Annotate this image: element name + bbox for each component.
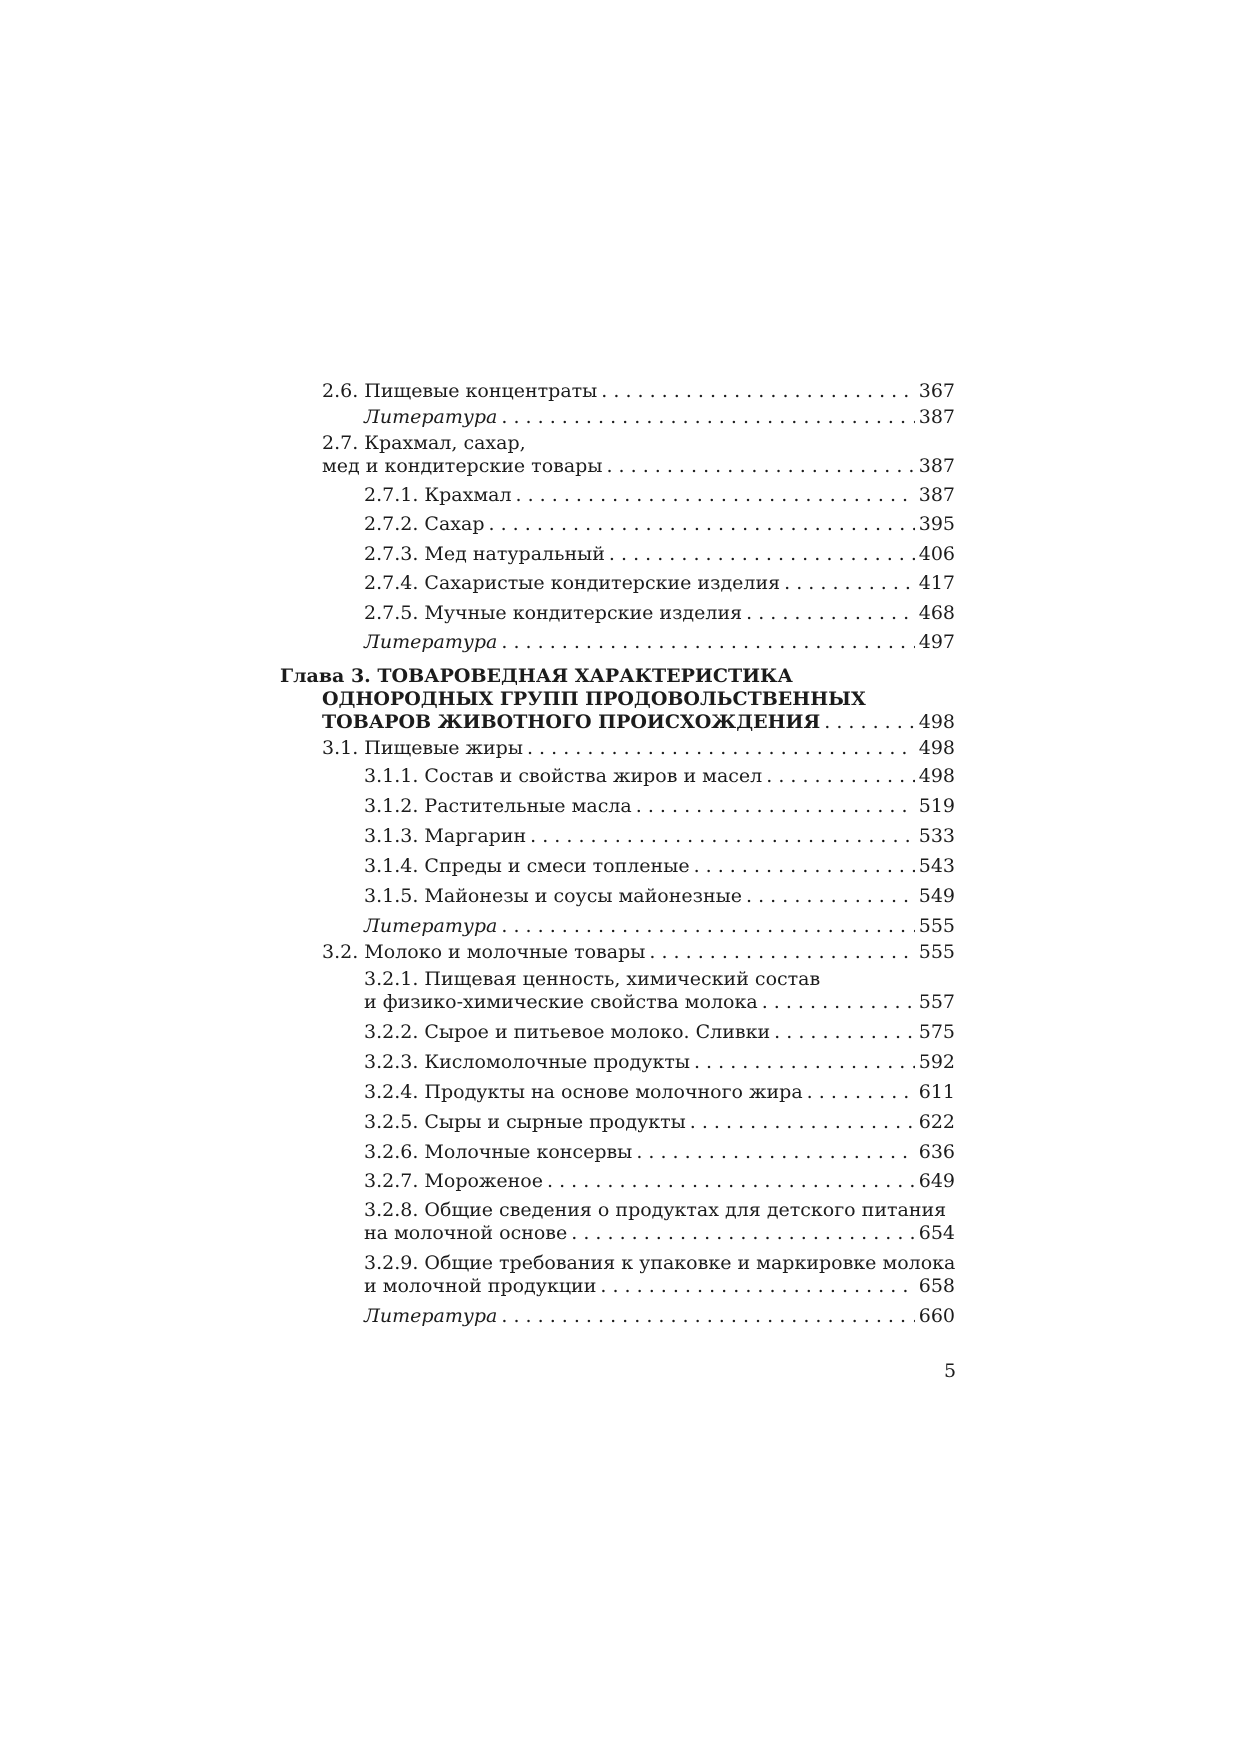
toc-entry-3-2-3 [364,1050,955,1074]
chapter-3-entry [322,710,955,734]
toc-entry-title: 3.1.5. Майонезы и соусы майонезные [364,885,743,907]
dot-leader [530,824,915,848]
toc-entry-2-7-3 [364,542,955,566]
dot-leader [762,990,915,1014]
chapter-label: Глава 3. [280,665,371,687]
toc-entry-3-2-4 [364,1080,955,1104]
toc-entry-title: 2.7.2. Сахар [364,513,485,535]
toc-entry-3-1-4 [364,854,955,878]
toc-entry-page: 498 [918,711,955,733]
toc-entry-title: 3.1. Пищевые жиры [322,737,523,759]
toc-entry-page: 658 [918,1275,955,1297]
dot-leader [807,1080,915,1104]
toc-entry-3-2-2 [364,1020,955,1044]
toc-entry-title: 2.7.5. Мучные кондитерские изделия [364,602,743,624]
dot-leader [774,1020,915,1044]
toc-entry-3-2-1 [364,990,955,1014]
toc-entry-title: 3.2.7. Мороженое [364,1170,543,1192]
toc-entry-page: 636 [918,1141,955,1163]
toc-entry-2-7-5 [364,601,955,625]
toc-entry-page: 622 [918,1111,955,1133]
toc-entry-page: 497 [918,631,955,653]
dot-leader [824,710,914,734]
toc-entry-title: 3.2.6. Молочные консервы [364,1141,633,1163]
toc-entry-3-2-7 [364,1169,955,1193]
toc-entry-3-2-6 [364,1140,955,1164]
toc-entry-page: 533 [918,825,955,847]
toc-entry-3-2-5 [364,1110,955,1134]
toc-entry-literature-3-1 [364,914,955,938]
toc-entry-title: Литература [364,631,498,653]
chapter-title-line2: ОДНОРОДНЫХ ГРУПП ПРОДОВОЛЬСТВЕННЫХ [322,688,866,710]
toc-entry-title: 2.7.3. Мед натуральный [364,543,605,565]
page-number: 5 [944,1360,957,1382]
toc-entry-3-1-1 [364,764,955,788]
dot-leader [746,884,915,908]
toc-entry-literature-2-7 [364,630,955,654]
toc-entry-2-7-1 [364,483,955,507]
chapter-title-line1: ТОВАРОВЕДНАЯ ХАРАКТЕРИСТИКА [377,665,793,687]
dot-leader [606,454,914,478]
dot-leader [784,571,915,595]
dot-leader [636,1140,914,1164]
toc-entry-title: Литература [364,915,498,937]
toc-entry-title: 3.2.2. Сырое и питьевое молоко. Сливки [364,1021,771,1043]
toc-entry-3-1-2 [364,794,955,818]
dot-leader [694,854,915,878]
chapter-title-line3: ТОВАРОВ ЖИВОТНОГО ПРОИСХОЖДЕНИЯ [322,711,821,733]
toc-entry-3-1 [322,736,955,760]
toc-entry-page: 387 [918,455,955,477]
dot-leader [601,379,914,403]
toc-entry-2-7-line1: 2.7. Крахмал, сахар, [322,432,526,454]
toc-entry-title: и молочной продукции [364,1275,597,1297]
toc-entry-page: 417 [918,572,955,594]
toc-entry-page: 549 [918,885,955,907]
toc-entry-title: 3.1.3. Маргарин [364,825,527,847]
dot-leader [609,542,915,566]
dot-leader [690,1110,915,1134]
toc-entry-title: на молочной основе [364,1222,568,1244]
toc-entry-title: 3.1.2. Растительные масла [364,795,632,817]
toc-entry-page: 654 [918,1222,955,1244]
toc-entry-title: Литература [364,1305,498,1327]
dot-leader [501,630,914,654]
dot-leader [694,1050,915,1074]
toc-entry-page: 519 [918,795,955,817]
dot-leader [501,1304,914,1328]
dot-leader [649,940,914,964]
toc-entry-page: 387 [918,484,955,506]
toc-entry-3-1-3 [364,824,955,848]
toc-entry-title: 3.1.4. Спреды и смеси топленые [364,855,690,877]
toc-entry-title: 3.1.1. Состав и свойства жиров и масел [364,765,763,787]
dot-leader [600,1274,914,1298]
toc-entry-page: 468 [918,602,955,624]
toc-entry-page: 555 [918,941,955,963]
dot-leader [516,483,915,507]
toc-entry-page: 555 [918,915,955,937]
toc-entry-page: 395 [918,513,955,535]
dot-leader [571,1221,914,1245]
toc-entry-3-2-8-line1: 3.2.8. Общие сведения о продуктах для детского питания [364,1199,947,1221]
toc-entry-title: 2.6. Пищевые концентраты [322,380,598,402]
toc-entry-title: 3.2. Молоко и молочные товары [322,941,646,963]
toc-entry-title: 2.7.1. Крахмал [364,484,512,506]
toc-entry-3-1-5 [364,884,955,908]
toc-entry-page: 592 [918,1051,955,1073]
toc-entry-title: 3.2.3. Кисломолочные продукты [364,1051,690,1073]
toc-entry-3-2-9 [364,1274,955,1298]
toc-entry-2-6 [322,379,955,403]
toc-entry-title: Литература [364,406,498,428]
toc-entry-literature-2-6 [364,405,955,429]
toc-entry-title: мед и кондитерские товары [322,455,603,477]
toc-entry-page: 660 [918,1305,955,1327]
toc-entry-title: 2.7.4. Сахаристые кондитерские изделия [364,572,781,594]
toc-entry-2-7-2 [364,512,955,536]
toc-entry-page: 575 [918,1021,955,1043]
toc-entry-3-2-9-line1: 3.2.9. Общие требования к упаковке и маркировке молока [364,1252,956,1274]
toc-entry-literature-3-2 [364,1304,955,1328]
toc-entry-page: 498 [918,765,955,787]
toc-entry-page: 387 [918,406,955,428]
toc-entry-page: 406 [918,543,955,565]
toc-entry-page: 557 [918,991,955,1013]
toc-entry-title: 3.2.5. Сыры и сырные продукты [364,1111,686,1133]
dot-leader [527,736,915,760]
dot-leader [489,512,915,536]
toc-entry-2-7 [322,454,955,478]
toc-entry-3-2 [322,940,955,964]
toc-entry-page: 367 [918,380,955,402]
toc-entry-2-7-4 [364,571,955,595]
toc-entry-page: 498 [918,737,955,759]
dot-leader [746,601,915,625]
chapter-3-heading-line1 [280,664,793,688]
toc-entry-title: и физико-химические свойства молока [364,991,758,1013]
toc-entry-page: 649 [918,1170,955,1192]
toc-entry-page: 611 [918,1081,955,1103]
toc-entry-3-2-1-line1: 3.2.1. Пищевая ценность, химический состав [364,968,821,990]
dot-leader [636,794,915,818]
toc-entry-3-2-8 [364,1221,955,1245]
toc-entry-page: 543 [918,855,955,877]
dot-leader [501,405,914,429]
toc-entry-title: 3.2.4. Продукты на основе молочного жира [364,1081,803,1103]
dot-leader [547,1169,915,1193]
dot-leader [501,914,914,938]
dot-leader [766,764,915,788]
